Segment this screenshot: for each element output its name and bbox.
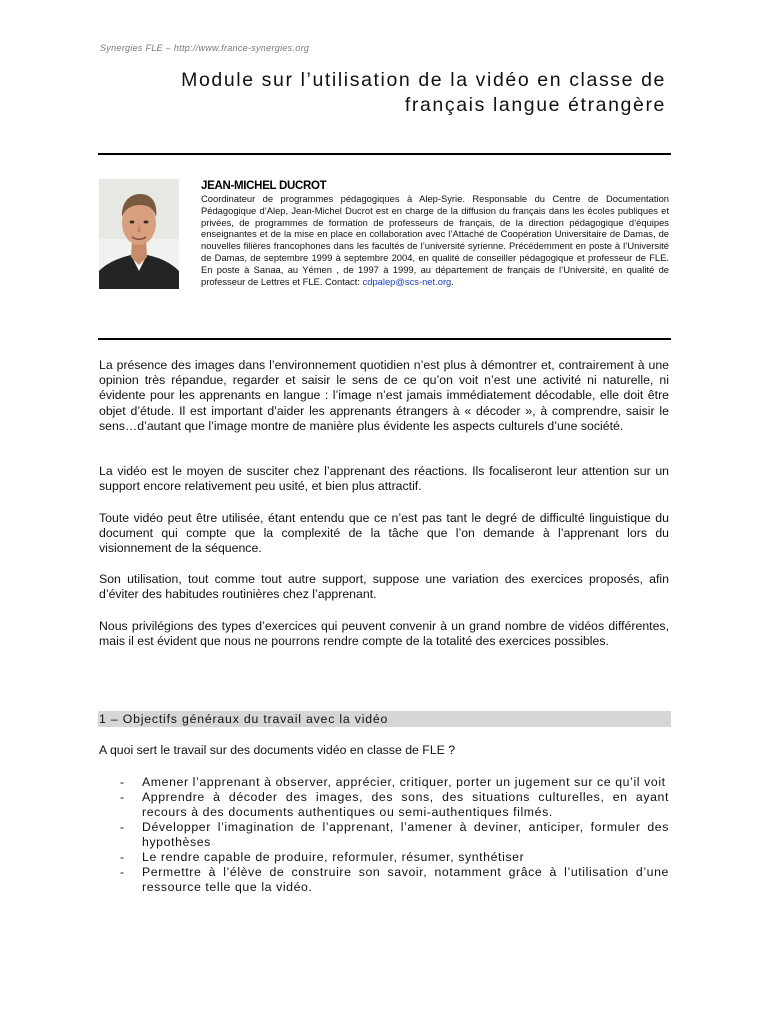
author-photo bbox=[99, 179, 179, 289]
section-heading-bar bbox=[98, 711, 671, 727]
list-item-text: Amener l’apprenant à observer, apprécier, critiquer, porter un jugement sur ce qu’il voit bbox=[142, 775, 666, 789]
list-item bbox=[99, 775, 669, 790]
list-item-text: Le rendre capable de produire, reformuler, résumer, synthétiser bbox=[142, 850, 525, 864]
list-item bbox=[99, 820, 669, 850]
document-title bbox=[120, 68, 666, 118]
section-question: A quoi sert le travail sur des documents vidéo en classe de FLE ? bbox=[99, 743, 456, 757]
intro-paragraph-4: Son utilisation, tout comme tout autre support, suppose une variation des exercices proposés, afin d’éviter des habitudes routinières chez l’apprenant. bbox=[99, 572, 669, 602]
author-bio-text: Coordinateur de programmes pédagogiques à Alep-Syrie. Responsable du Centre de Documentation Pédagogique d’Alep, Jean-Michel Ducrot est en charge de la diffusion du français dans les écoles publiques et privées, de programmes de formation de professeurs de français, de la direction pédagogique d’équipes enseignantes et de la mise en place en collaboration avec l’Attaché de Coopération Universitaire de Damas, de nouvelles filières francophones dans les facultés de l’université syrienne. Précédemment en poste à l’Université de Damas, de septembre 1999 à septembre 2004, en qualité de conseiller pédagogique et professeur de FLE. En poste à Sanaa, au Yémen , de 1997 à 1999, au département de français de l’Université, en qualité de professeur de Lettres et FLE. Contact: bbox=[201, 193, 669, 287]
author-bio bbox=[201, 193, 669, 287]
intro-paragraph-5: Nous privilégions des types d’exercices qui peuvent convenir à un grand nombre de vidéos différentes, mais il est évident que nous ne pourrons rendre compte de la totalité des exercices possibles. bbox=[99, 619, 669, 649]
bullet-dash: - bbox=[120, 850, 125, 864]
objectives-list bbox=[99, 775, 669, 895]
bullet-dash: - bbox=[120, 790, 125, 804]
intro-paragraph-2: La vidéo est le moyen de susciter chez l’apprenant des réactions. Ils focaliseront leur attention sur un support encore relativement peu usité, et bien plus attractif. bbox=[99, 464, 669, 494]
list-item-text: Développer l’imagination de l’apprenant, l’amener à deviner, anticiper, formuler des hypothèses bbox=[142, 820, 669, 849]
list-item bbox=[99, 850, 669, 865]
intro-paragraph-1: La présence des images dans l’environnement quotidien n’est plus à démontrer et, contrairement à une opinion très répandue, regarder et saisir le sens de ce qu’on voit n’est une activité ni naturelle, ni évidente pour les apprenants en langue : l’image n’est jamais immédiatement décodable, elle doit être objet d’étude. Il est important d’aider les apprenants étrangers à « décoder », à comprendre, saisir le sens…d’autant que l’image montre de manière plus évidente les aspects culturels d’une société. bbox=[99, 358, 669, 433]
author-bio-end: . bbox=[451, 275, 454, 287]
list-item-text: Permettre à l’élève de construire son savoir, notamment grâce à l’utilisation d’une ressource telle que la vidéo. bbox=[142, 865, 669, 894]
title-line-1: Module sur l’utilisation de la vidéo en classe de bbox=[181, 69, 666, 91]
running-header: Synergies FLE – http://www.france-synergies.org bbox=[100, 43, 310, 53]
author-name: JEAN-MICHEL DUCROT bbox=[201, 180, 327, 192]
bottom-divider bbox=[98, 338, 671, 340]
bullet-dash: - bbox=[120, 775, 125, 789]
list-item bbox=[99, 865, 669, 895]
list-item bbox=[99, 790, 669, 820]
bullet-dash: - bbox=[120, 820, 125, 834]
title-line-2: français langue étrangère bbox=[404, 94, 666, 116]
author-email-link[interactable]: cdpalep@scs-net.org bbox=[362, 275, 452, 287]
bullet-dash: - bbox=[120, 865, 125, 879]
list-item-text: Apprendre à décoder des images, des sons, des situations culturelles, en ayant recours à des documents authentiques ou semi-authentiques filmés. bbox=[142, 790, 669, 819]
intro-paragraph-3: Toute vidéo peut être utilisée, étant entendu que ce n’est pas tant le degré de difficulté linguistique du document qui compte que la complexité de la tâche que l’on demande à l’apprenant lors du visionnement de la séquence. bbox=[99, 511, 669, 556]
section-heading: 1 – Objectifs généraux du travail avec la vidéo bbox=[99, 712, 389, 726]
top-divider bbox=[98, 153, 671, 155]
